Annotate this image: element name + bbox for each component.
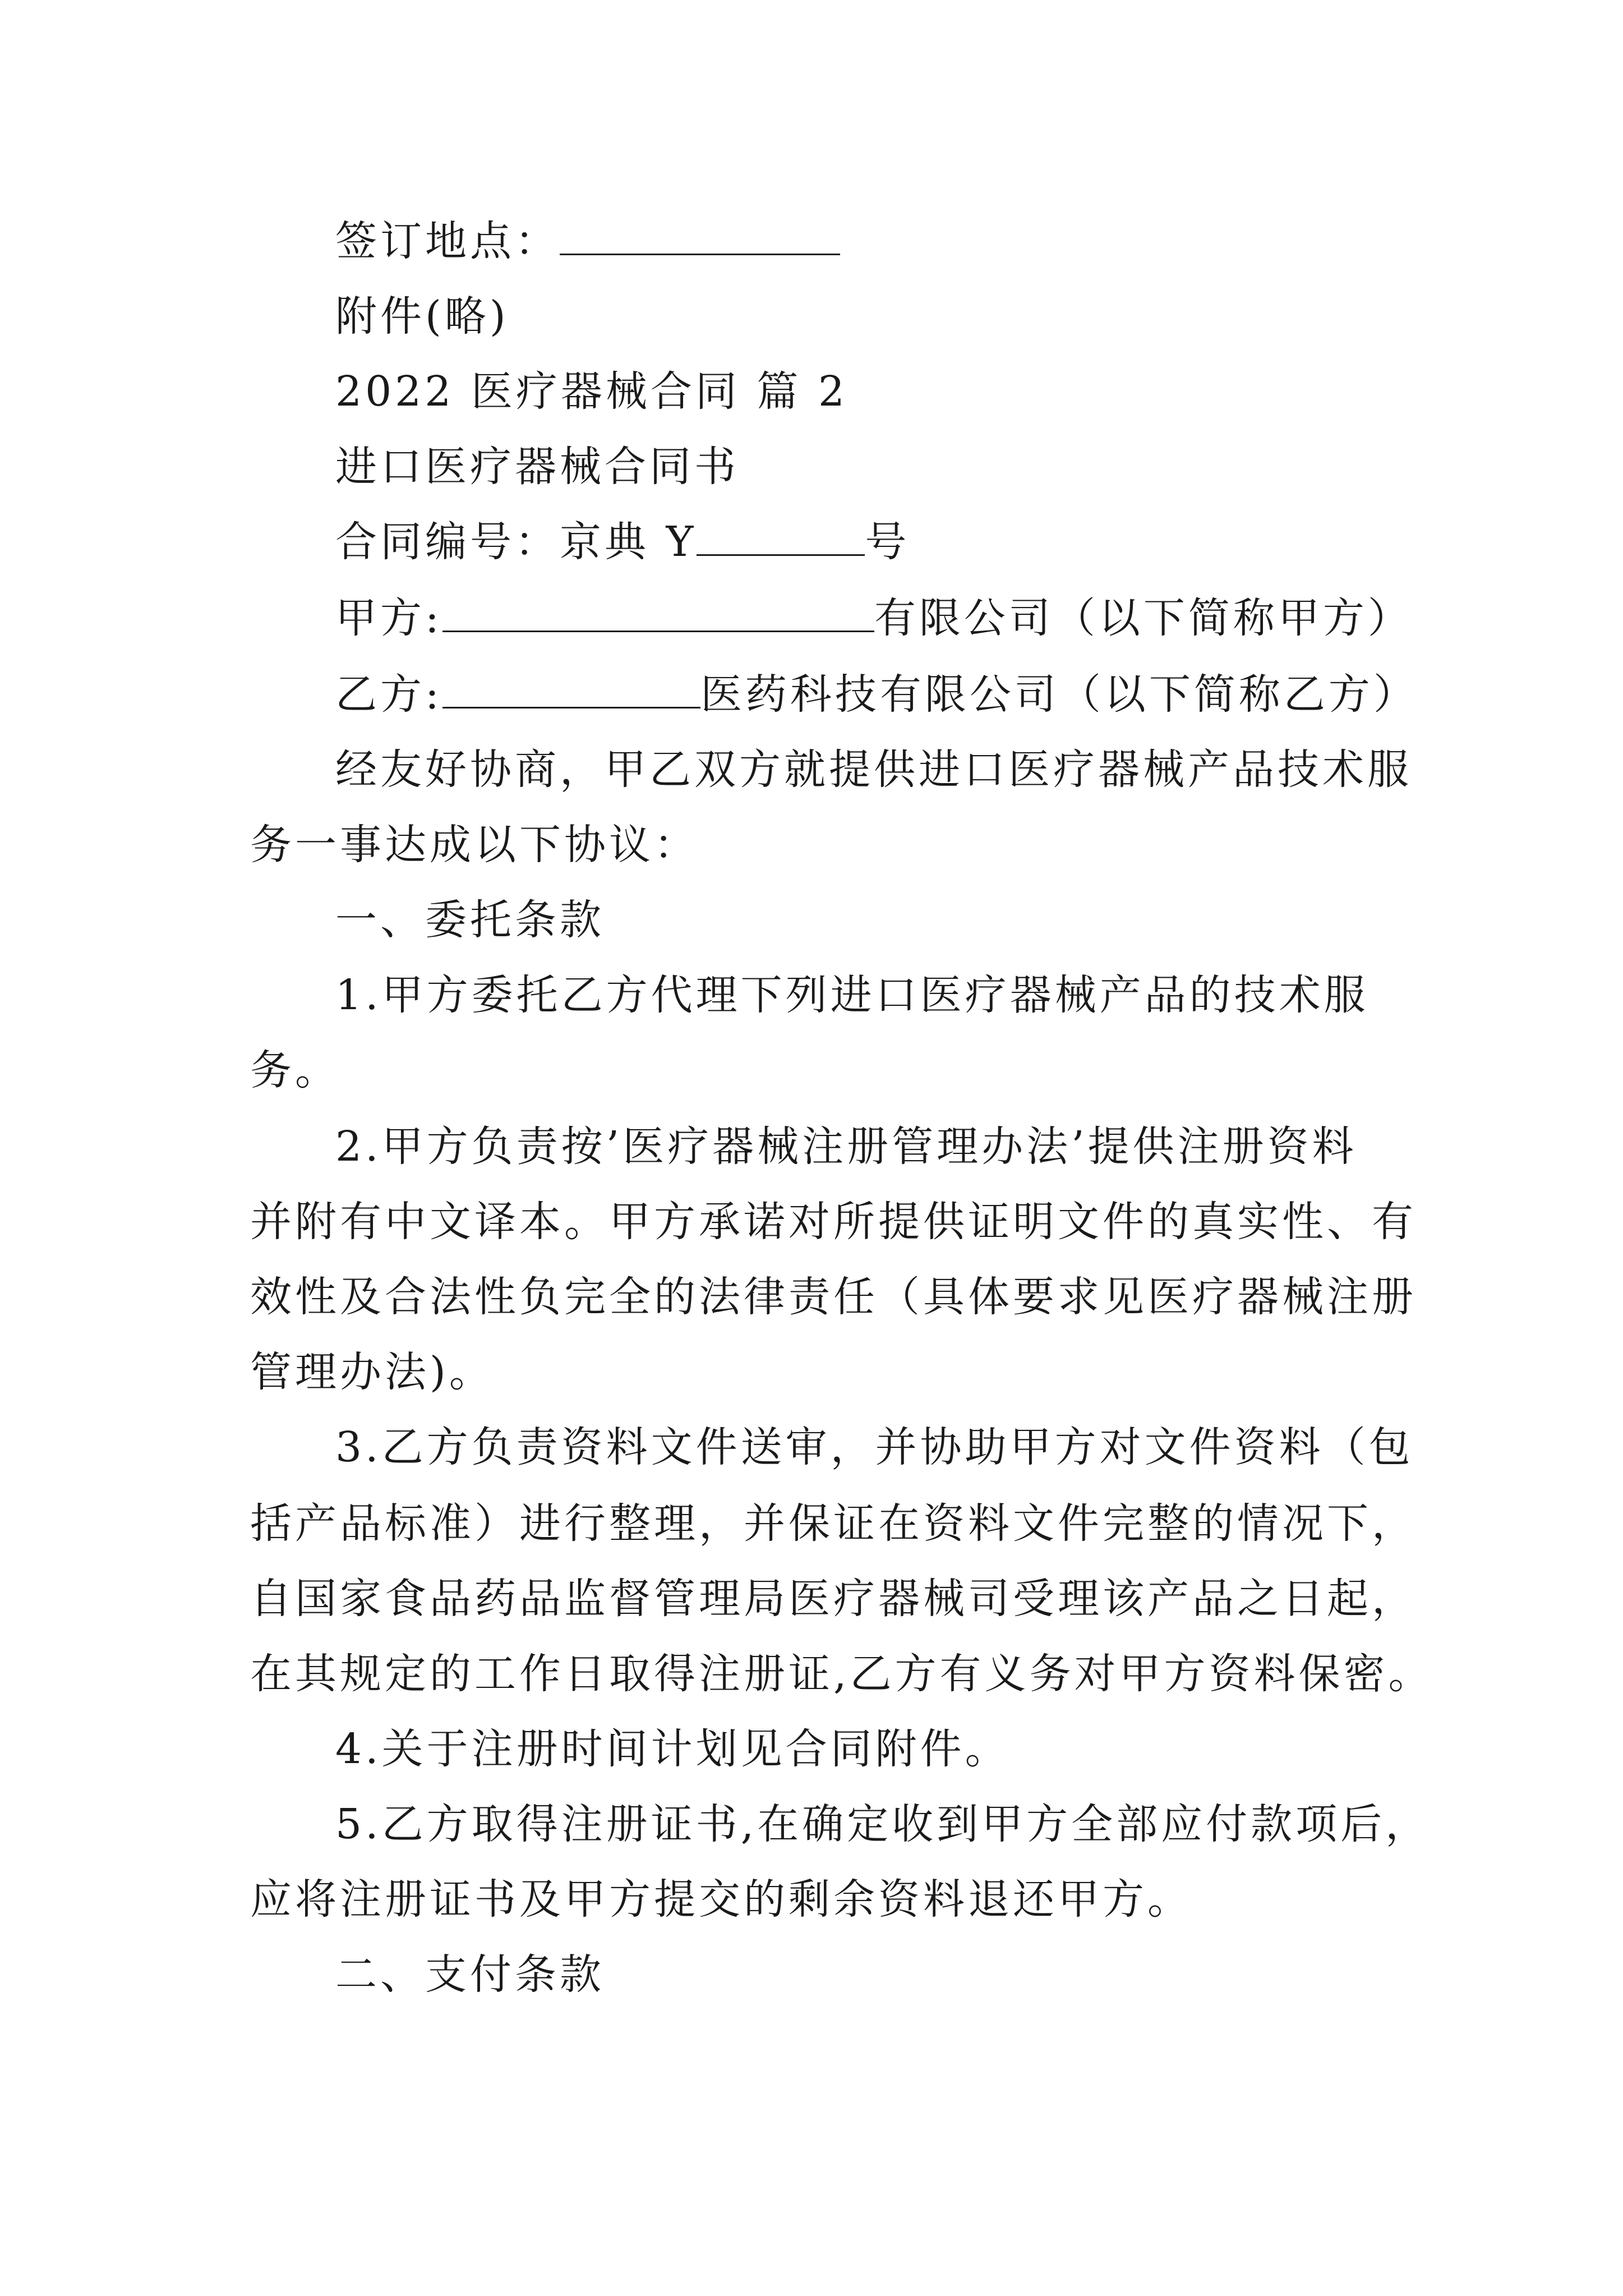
contract-number-blank xyxy=(697,515,865,556)
attachment-text: 附件(略) xyxy=(335,292,509,341)
item-5-line-1 xyxy=(335,1796,1430,1852)
contract-title-text: 进口医疗器械合同书 xyxy=(335,443,739,491)
paragraph-text: 括产品标准）进行整理，并保证在资料文件完整的情况下， xyxy=(250,1499,1417,1548)
item-3-line-3 xyxy=(250,1571,1417,1627)
sign-place-blank xyxy=(560,214,840,255)
clause-1-heading xyxy=(335,892,605,948)
party-b-line xyxy=(335,666,1418,723)
party-b-suffix: 医药科技有限公司（以下简称乙方） xyxy=(700,670,1418,719)
item-4-line xyxy=(335,1721,1010,1777)
item-2-line-3 xyxy=(250,1269,1417,1325)
paragraph-text: 自国家食品药品监督管理局医疗器械司受理该产品之日起， xyxy=(250,1575,1417,1623)
paragraph-text: 效性及合法性负完全的法律责任（具体要求见医疗器械注册 xyxy=(250,1273,1417,1321)
section-title xyxy=(335,364,848,420)
contract-number-label: 合同编号：京典 Y xyxy=(335,518,697,566)
paragraph-text: 5.乙方取得注册证书,在确定收到甲方全部应付款项后， xyxy=(335,1800,1431,1848)
intro-line-2 xyxy=(250,817,699,873)
sign-place-line xyxy=(335,213,840,269)
paragraph-text: 应将注册证书及甲方提交的剩余资料退还甲方。 xyxy=(250,1875,1192,1924)
contract-number-suffix: 号 xyxy=(865,518,910,566)
party-a-line xyxy=(335,590,1413,646)
paragraph-text: 在其规定的工作日取得注册证,乙方有义务对甲方资料保密。 xyxy=(250,1650,1433,1698)
party-b-blank xyxy=(442,668,700,708)
paragraph-text: 4.关于注册时间计划见合同附件。 xyxy=(335,1725,1010,1773)
item-2-line-2 xyxy=(250,1194,1417,1250)
clause-2-heading xyxy=(335,1947,605,2003)
attachment-line xyxy=(335,288,509,344)
item-2-line-1 xyxy=(335,1119,1357,1175)
party-a-blank xyxy=(442,591,874,632)
contract-title xyxy=(335,439,739,495)
heading-text: 一、委托条款 xyxy=(335,896,605,944)
sign-place-label: 签订地点： xyxy=(335,217,560,265)
item-3-line-4 xyxy=(250,1646,1433,1702)
item-3-line-1 xyxy=(335,1419,1414,1475)
item-3-line-2 xyxy=(250,1496,1417,1552)
section-title-text: 2022 医疗器械合同 篇 2 xyxy=(335,367,848,416)
party-a-suffix: 有限公司（以下简称甲方） xyxy=(874,594,1413,642)
paragraph-text: 并附有中文译本。甲方承诺对所提供证明文件的真实性、有 xyxy=(250,1198,1417,1246)
paragraph-text: 管理办法)。 xyxy=(250,1348,494,1396)
paragraph-text: 经友好协商，甲乙双方就提供进口医疗器械产品技术服 xyxy=(335,746,1412,794)
paragraph-text: 2.甲方负责按’医疗器械注册管理办法’提供注册资料 xyxy=(335,1122,1357,1171)
item-1-line-1 xyxy=(335,967,1369,1023)
item-5-line-2 xyxy=(250,1871,1192,1927)
paragraph-text: 3.乙方负责资料文件送审，并协助甲方对文件资料（包 xyxy=(335,1423,1414,1471)
item-1-line-2 xyxy=(250,1042,340,1098)
heading-text: 二、支付条款 xyxy=(335,1950,605,1999)
intro-line-1 xyxy=(335,742,1412,798)
contract-number-line xyxy=(335,514,910,570)
party-b-label: 乙方: xyxy=(335,670,442,719)
paragraph-text: 务。 xyxy=(250,1046,340,1094)
paragraph-text: 务一事达成以下协议： xyxy=(250,821,699,869)
party-a-label: 甲方: xyxy=(335,594,442,642)
paragraph-text: 1.甲方委托乙方代理下列进口医疗器械产品的技术服 xyxy=(335,971,1369,1019)
item-2-line-4 xyxy=(250,1344,494,1400)
